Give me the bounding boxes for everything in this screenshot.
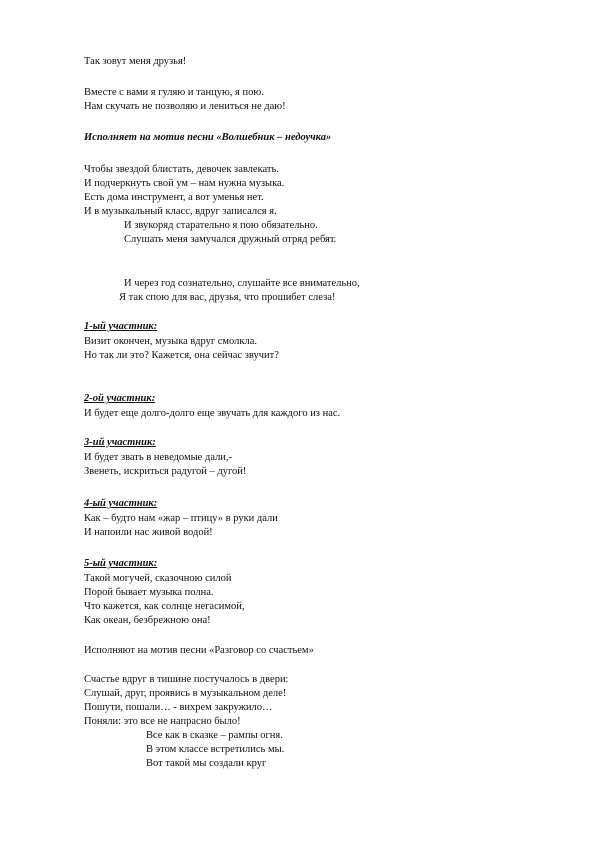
song1-line-8: Я так спою для вас, друзья, что прошибет слеза!	[119, 292, 336, 303]
song1-line-3: Есть дома инструмент, а вот уменья нет.	[84, 192, 264, 203]
participant-3-label: 3-ий участник:	[84, 437, 156, 448]
participant-2-line-1: И будет еще долго-долго еще звучать для каждого из нас.	[84, 408, 341, 419]
participant-5-line-3: Что кажется, как солнце негасимой,	[84, 601, 245, 612]
participant-5-line-2: Порой бывает музыка полна.	[84, 587, 214, 598]
song1-line-7: И через год сознательно, слушайте все внимательно,	[124, 278, 360, 289]
participant-1-line-1: Визит окончен, музыка вдруг смолкла.	[84, 336, 258, 347]
participant-2-label: 2-ой участник:	[84, 393, 156, 404]
song2-line-2: Слушай, друг, проявись в музыкальном деле!	[84, 688, 287, 699]
participant-4-line-1: Как – будто нам «жар – птицу» в руки дали	[84, 513, 278, 524]
participant-5-line-4: Как океан, безбрежною она!	[84, 615, 211, 626]
intro-line-2: Вместе с вами я гуляю и танцую, я пою.	[84, 87, 264, 98]
participant-1-line-2: Но так ли это? Кажется, она сейчас звучит?	[84, 350, 279, 361]
song2-line-3: Пошути, пошали… - вихрем закружило…	[84, 702, 273, 713]
song2-line-6: В этом классе встретились мы.	[146, 744, 285, 755]
participant-3-line-1: И будет звать в неведомые дали,-	[84, 452, 233, 463]
intro-line-1: Так зовут меня друзья!	[84, 56, 187, 67]
participant-4-label: 4-ый участник:	[84, 498, 158, 509]
song1-line-1: Чтобы звездой блистать, девочек завлекать.	[84, 164, 279, 175]
song1-heading: Исполняет на мотив песни «Волшебник – недоучка»	[84, 132, 332, 143]
participant-4-line-2: И напоили нас живой водой!	[84, 527, 213, 538]
song1-line-4: И в музыкальный класс, вдруг записался я.	[84, 206, 277, 217]
song2-line-4: Поняли: это все не напрасно было!	[84, 716, 241, 727]
song1-line-5: И звукоряд старательно я пою обязательно.	[124, 220, 318, 231]
participant-1-label: 1-ый участник:	[84, 321, 158, 332]
participant-5-label: 5-ый участник:	[84, 558, 158, 569]
song2-line-1: Счастье вдруг в тишине постучалось в двери:	[84, 674, 289, 685]
intro-line-3: Нам скучать не позволяю и лениться не даю!	[84, 101, 286, 112]
song2-heading: Исполняют на мотив песни «Разговор со счастьем»	[84, 645, 314, 656]
participant-5-line-1: Такой могучей, сказочною силой	[84, 573, 232, 584]
song2-line-7: Вот такой мы создали круг	[146, 758, 267, 769]
song2-line-5: Все как в сказке – рампы огня.	[146, 730, 283, 741]
song1-line-2: И подчеркнуть свой ум – нам нужна музыка.	[84, 178, 285, 189]
participant-3-line-2: Звенеть, искриться радугой – дугой!	[84, 466, 247, 477]
song1-line-6: Слушать меня замучался дружный отряд ребят.	[124, 234, 337, 245]
